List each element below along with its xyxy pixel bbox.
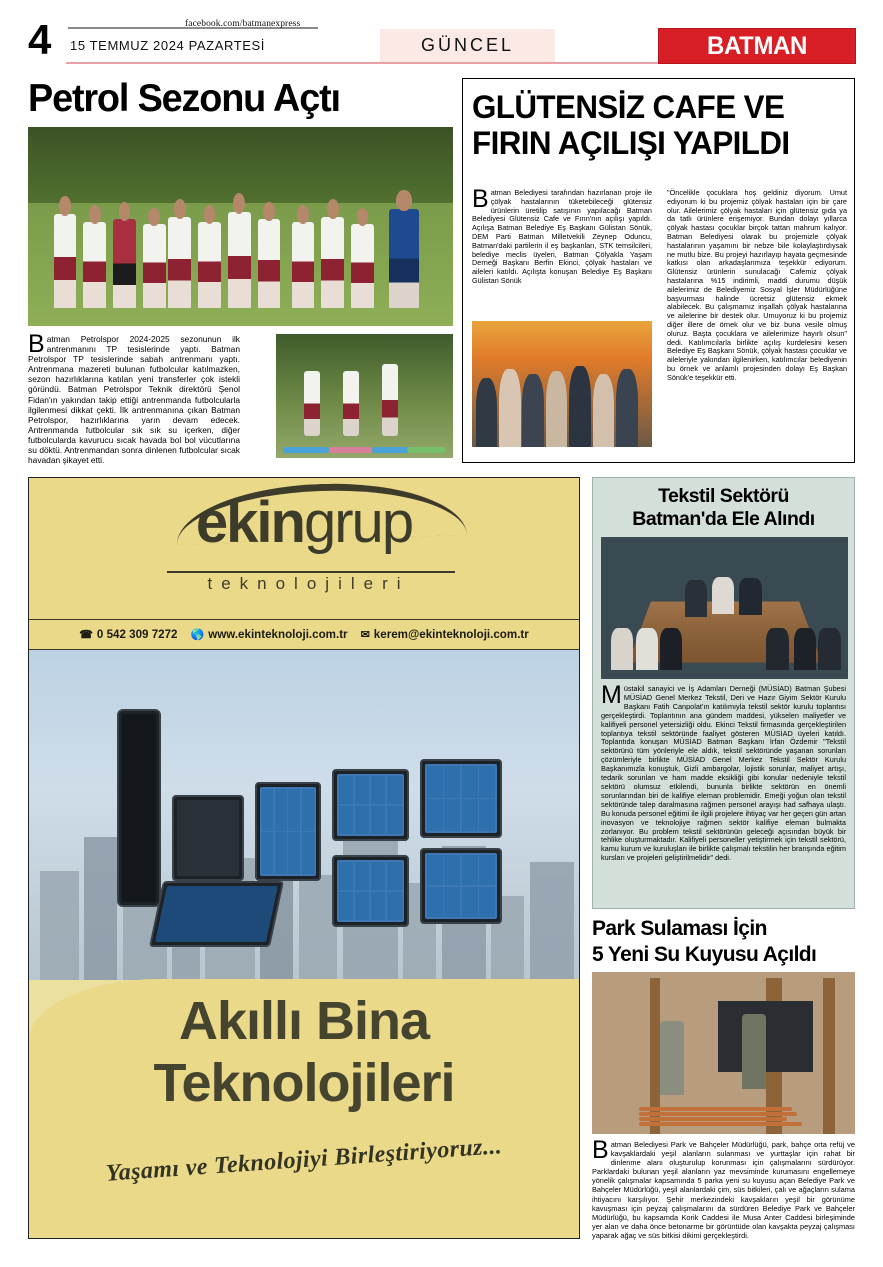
photo-figure — [258, 219, 281, 308]
photo-pipe — [639, 1107, 792, 1111]
tekstil-headline-line2: Batman'da Ele Alındı — [632, 508, 815, 530]
photo-figure — [712, 577, 734, 614]
gluten-body-col2: "Öncelikle çocuklara hoş geldiniz diyorum. Umut ediyorum ki bu projemiz çölyak hastaları için bir çare olur. Ailelerimiz çölyak hastaları için glütensiz gıda ya da tatlı ürünlere erişemiyor. Bundan dolayı yıllarca çölyak hastası çocuklar birçok tattan mahrum kalıyor. Batman Belediyesi olarak bu projemizle çölyak hastalarının yaşamını bir nebze bile kolaylaştırdıysak ne mutlu bize. Bu projeyi hazırlayıp hayata geçmesinde katkısı olan arkadaşlarımıza teşekkür ediyorum. Glütensiz ürünlerin sunulacağı Cafemiz çölyak hastalarına %15 indirimli, maddi durumu düşük ailelerimiz de Belediyemiz Sosyal İşler Müdürlüğüne başvurması halinde ücretsiz glütensiz ekmek alabilecek. Bu çalışmamız inşallah çölyak hastalarına ve ailelerine bir destek olur. Umuyoruz ki bu projemiz diğer illere de örnek olur ve biz buna vesile olmuş oluruz. Başta çocuklara ve ailelerimize hayırlı olsun" dedi. Katılımcılarla birlikte açılış kurdelesini kesen Belediye Eş Başkanı Sönük, çölyak hastası çocuklar ve aileleriyle yakından ilgilenirken, katılımcılar belediyenin bu örnek ve anlamlı projesinden dolayı Eş Başkan Sönük'e teşekkür etti. — [667, 188, 847, 382]
photo-figure — [818, 628, 840, 671]
wall-panel-device — [420, 848, 503, 924]
ad-phone-text: 0 542 309 7272 — [96, 628, 178, 641]
device-tiles — [339, 776, 402, 835]
ad-phone-item[interactable] — [79, 628, 177, 641]
photo-figure — [766, 628, 788, 671]
photo-figure — [54, 214, 77, 308]
envelope-icon: ✉ — [360, 629, 370, 641]
device-screen — [337, 860, 404, 923]
gluten-column-1 — [472, 185, 652, 286]
keypad-device — [172, 795, 244, 881]
photo-mat — [329, 447, 371, 453]
tekstil-headline-line1: Tekstil Sektörü — [658, 485, 789, 507]
gluten-headline-line2: FIRIN AÇILIŞI YAPILDI — [472, 125, 790, 161]
device-tiles — [339, 862, 402, 921]
ad-logo-header — [29, 478, 579, 620]
photo-figure — [499, 369, 521, 447]
photo-figure — [611, 628, 633, 671]
photo-figure — [143, 224, 166, 308]
park-headline-line2: 5 Yeni Su Kuyusu Açıldı — [592, 943, 817, 966]
ad-script-tagline: Yaşamı ve Teknolojiyi Birleştiriyoruz... — [105, 1133, 503, 1187]
photo-figure — [636, 628, 658, 671]
photo-figure — [198, 222, 221, 308]
building — [40, 871, 79, 980]
ad-contact-bar — [29, 620, 579, 650]
photo-figure — [113, 219, 136, 308]
photo-figure — [522, 374, 544, 447]
photo-figure — [476, 378, 498, 447]
publication-date: 15 TEMMUZ 2024 PAZARTESİ — [70, 38, 266, 53]
device-screen — [177, 800, 239, 876]
device-tiles — [427, 766, 496, 831]
device-screen — [122, 714, 156, 902]
newspaper-logo — [658, 28, 856, 94]
photo-wooden-post — [823, 978, 835, 1134]
photo-truck-bed — [718, 1001, 813, 1072]
social-url[interactable]: facebook.com/batmanexpress — [185, 19, 301, 29]
building — [530, 862, 574, 980]
photo-figure — [685, 580, 707, 617]
story-park-sulamasi — [592, 916, 855, 1239]
story-tekstil-sektoru — [592, 477, 855, 909]
photo-figure — [546, 371, 568, 447]
touchscreen-device — [255, 782, 321, 881]
photo-mat — [372, 447, 411, 453]
intercom-panel-device — [117, 709, 161, 907]
story-glutensiz-cafe — [462, 78, 855, 463]
ad-website-text: www.ekinteknoloji.com.tr — [208, 628, 348, 641]
ekin-brand-light: grup — [303, 490, 413, 555]
newspaper-logo-text: BATMAN EXPRESS — [701, 32, 813, 94]
photo-figure — [83, 222, 106, 308]
wall-panel-device — [420, 759, 503, 838]
photo-figure — [351, 224, 374, 308]
building — [84, 837, 117, 980]
masthead-pink-rule — [66, 62, 658, 64]
photo-worker — [742, 1014, 766, 1089]
musiad-meeting-photo — [601, 537, 848, 679]
photo-figure — [794, 628, 816, 671]
story-petrol-sezonu — [28, 77, 453, 466]
petrol-team-running-photo — [28, 127, 453, 326]
petrol-headline: Petrol Sezonu Açtı — [28, 77, 340, 120]
device-screen — [337, 774, 404, 837]
photo-figure — [343, 371, 359, 435]
photo-pipe — [639, 1117, 786, 1121]
photo-figure — [739, 578, 761, 615]
photo-mat — [283, 447, 329, 453]
photo-figure — [593, 374, 615, 447]
photo-figure — [168, 217, 191, 308]
device-tiles — [262, 789, 314, 874]
masthead — [0, 0, 883, 94]
petrol-body-text: Batman Petrolspor 2024-2025 sezonunun ilk antrenmanını TP tesislerinde yaptı. Batman Petrolspor TP tesislerinde sabah antrenmanı yaptı. Antrenmana mazereti bulunan futbolcular katılmazken, sezon hazırlıklarına katılan yeni transferler çok istekli göründü. Batman Petrolspor Teknik direktörü Şenol Fidan'ın yakından takip ettiği antrenmanda futbolcularla ilgilenmesi dikkat çekti. İlk antrenmanına çıkan Batman Petrolspor, hazırlıklarına yarın devam edecek. Antrenmanda futbolcular sık sık su içerken, diğer futbolcularda kavurucu sıcak havada bol bol vücutlarına su döktü. Antrenmandan sonra dinlenen futbolcular sıcak havadan şikayet etti. — [28, 330, 240, 466]
gluten-column-2 — [667, 189, 847, 383]
ad-email-item[interactable] — [361, 628, 529, 641]
photo-figure — [228, 212, 251, 308]
gluten-columns — [472, 185, 847, 447]
photo-figure — [569, 366, 591, 447]
photo-pipe — [639, 1122, 802, 1126]
ekin-subtitle: teknolojileri — [207, 574, 410, 593]
photo-figure — [292, 222, 315, 308]
advertisement-ekin-grup[interactable] — [28, 477, 580, 1239]
photo-figure — [321, 217, 344, 308]
device-tiles — [427, 855, 496, 917]
tekstil-body-text: Müstakil sanayici ve İş Adamları Derneği (MÜSİAD) Batman Şubesi MÜSİAD Genel Merkez Tekstil, Deri ve Hazır Giyim Sektör Kurulu Başkanı Fatih Canpolat'ın katılımıyla tekstil sektör kurulu toplantısı gerçekleştirdi. Toplantının ana gündem maddesi, yükselen maliyetler ve kalifiyeli personel yetersizliği oldu. Ekinci Tekstil firmasında gerçekleştirilen toplantıya tekstil sektöründe faaliyet gösteren MÜSİAD üyeleri katıldı. Toplantıda konuşan MÜSİAD Batman Başkanı İrfan Özdemir "Tekstil sektörünü tüm yönleriyle ele aldık, tekstil sektöründe yaşanan sorunları çözümleriyle birlikte MÜSİAD Genel Merkez Tekstil Sektör Kurulu Başkanımızla konuştuk, Gizli ambargolar, lojistik sorunlar, maliyet artışı, tedarik sorunları ve ham madde eksikliği gibi konular nedeniyle tekstil sektörü olumsuz etkilendi, bununla birlikte sektörün en önemli sorunlarından biri de kalifiye eleman problemidir. Emeği yoğun olan tekstil sektöründe talep daralmasına rağmen personel arayışı had safhaya ulaştı. Bu konuda personel eğitimi ile ilgili projelere ihtiyaç var her geçen gün artan inovasyon ve teknolojiye rağmen sektör kalifiye eleman bulmakta zorlanıyor. Bu problem tekstil sektörünün geleceği açısından büyük bir tehlike oluşturmaktadır. Kalifiyeli personeller yetiştirmek için tekstil sektörü, kamu kurum ve kuruluşları ile birlikte çalışmalı tekstilin her branşında eğitim kursları ve projeleri geliştirilmelidir" dedi. — [601, 681, 846, 863]
gluten-headline-line1: GLÜTENSİZ CAFE VE — [472, 89, 785, 125]
device-screen — [425, 764, 498, 833]
ad-slogan-line2: Teknolojileri — [153, 1053, 455, 1113]
ad-slogan-panel — [29, 979, 579, 1239]
globe-icon: 🌎 — [190, 629, 205, 641]
park-body-text: Batman Belediyesi Park ve Bahçeler Müdürlüğü, park, bahçe orta refüj ve kavşaklardaki yeşil alanların sulanması ve yurttaşlar için rahat bir dinlenme alanı oluşturulup korunması için çalışmalarını sürdürüyor. Parklardaki bulunan yeşil alanların yaz mevsiminde kurumasını engellemeye yönelik çalışmalar kapsamında 5 parka yeni su kuyusu açan Belediye Park ve Bahçeler Müdürlüğü, yeşil alanlardaki çim, süs bitkileri, çalı ve ağaçların sulama ihtiyacını karşılıyor. Şehir merkezindeki kavşakların yeşil bir görünüme kavuşması için peyzaj çalışmalarını da sürdüren Belediye Park ve Bahçeler Müdürlüğü, bu kapsamda Korik Caddesi ile Musa Anter Caddesi birleşiminde yer alan ve daha önce betonarme bir görüntüde olan kavşakta peyzaj çalışması yaparak ağaç ve süs bitkisi dikimi gerçekleştirdi. — [592, 1136, 855, 1240]
page-number: 4 — [28, 16, 51, 63]
water-well-construction-photo — [592, 972, 855, 1134]
smart-building-devices-photo — [29, 650, 579, 980]
ekin-brand-bold: ekin — [195, 490, 304, 555]
photo-figure-coach — [389, 209, 419, 308]
photo-figures — [28, 195, 453, 318]
petrol-training-stretch-photo — [276, 334, 453, 458]
gluten-body-col1: Batman Belediyesi tarafından hazırlanan proje ile çölyak hastalarının tüketebileceği glütensiz ürünlerin üretilip satışının yapılacağı Batman Belediyesi Glütensiz Cafe ve Fırın'nın açılışı yapıldı. Açılışa Batman Belediye Eş Başkanı Gülistan Sönük, DEM Parti Batman Milletvekili Zeynep Oduncu, Batman'daki partilerin il eş başkanları, STK temsilcileri, belediye meclis üyeleri, Batman Çölyakla Yaşam Derneği Başkanı Berfin Ekinci, çölyak hastaları ve aileleri katıldı. Açılışta konuşan Belediye Eş Başkanı Gülistan Sönük — [472, 185, 652, 285]
park-headline-line1: Park Sulaması İçin — [592, 917, 767, 940]
device-screen — [155, 886, 278, 942]
photo-figure — [304, 371, 320, 435]
ekin-logo-wordmark — [29, 492, 579, 554]
photo-pipe — [639, 1112, 797, 1116]
ad-website-item[interactable] — [191, 628, 348, 641]
device-screen — [260, 787, 316, 876]
ad-email-text: kerem@ekinteknoloji.com.tr — [373, 628, 529, 641]
phone-icon: ☎ — [79, 629, 93, 641]
photo-figure — [660, 628, 682, 671]
photo-figure — [382, 364, 398, 436]
ad-slogan-line1: Akıllı Bina — [178, 991, 430, 1051]
photo-worker — [660, 1021, 684, 1096]
desktop-panel-device — [148, 881, 283, 947]
gluten-cafe-opening-photo — [472, 321, 652, 447]
section-tab — [380, 29, 555, 62]
tablet-device — [332, 769, 409, 842]
photo-figure — [616, 369, 638, 447]
device-screen — [425, 853, 498, 919]
section-label: GÜNCEL — [420, 35, 514, 55]
photo-mat — [407, 447, 446, 453]
tablet-device — [332, 855, 409, 928]
ekin-logo-underline — [167, 571, 455, 573]
